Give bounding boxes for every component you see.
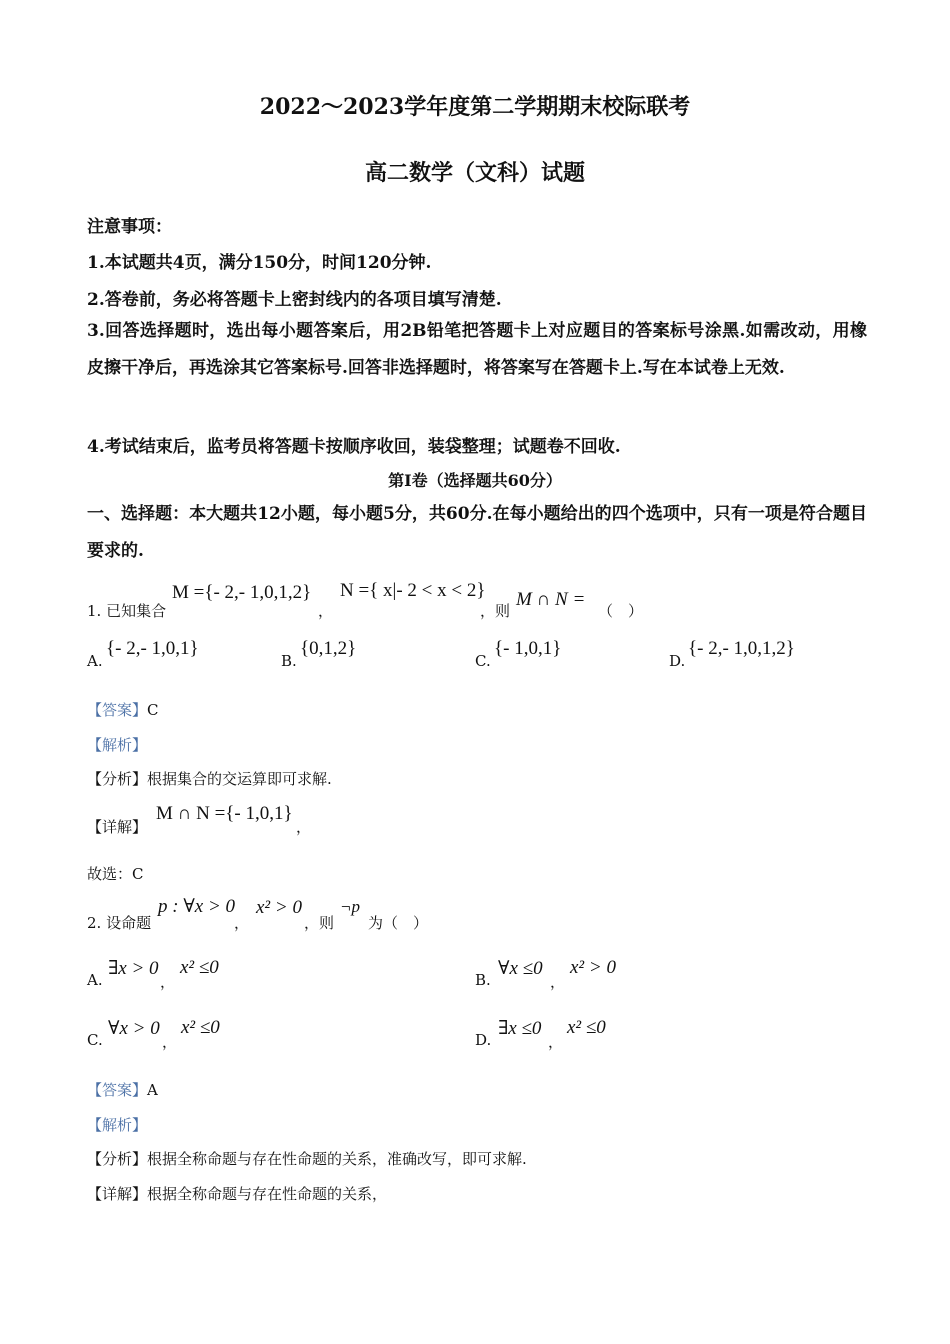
q2-fenxi-line <box>87 1148 527 1169</box>
fenxi-tag: 【分析】 <box>87 770 148 788</box>
q2-option-d-part2: x² ≤0 <box>567 1017 606 1038</box>
q1-answer-line <box>87 699 159 720</box>
q2-proposition-p: p : ∀x > 0 <box>158 896 236 917</box>
q1-comma: ， <box>318 602 334 620</box>
q1-fenxi: 根据集合的交运算即可求解. <box>147 770 332 788</box>
q1-option-a-label: A. <box>87 652 103 670</box>
q2-then: ，则 <box>304 914 335 932</box>
q2-option-d-sep: ， <box>548 1033 564 1051</box>
q1-expression: M ∩ N = <box>516 589 586 610</box>
q2-option-c-part2: x² ≤0 <box>181 1017 220 1038</box>
exam-title: 2022～2023学年度第二学期期末校际联考 <box>259 94 691 120</box>
q1-option-b: {0,1,2} <box>300 638 357 659</box>
q2-option-b-sep: ， <box>550 973 566 991</box>
q2-not-p: ¬p <box>340 897 360 916</box>
q2-wei: 为（ ） <box>368 914 429 932</box>
q2-option-b-part2: x² > 0 <box>570 957 616 978</box>
q2-prefix: 2. 设命题 <box>87 914 152 932</box>
q1-answer: C <box>147 701 159 719</box>
answer-tag: 【答案】 <box>87 1081 148 1099</box>
q1-set-m: M ={- 2,- 1,0,1,2} <box>172 582 312 603</box>
q1-option-d-label: D. <box>669 652 686 670</box>
notice-item-1: 1.本试题共4页，满分150分，时间120分钟. <box>87 253 432 273</box>
q1-option-c: {- 1,0,1} <box>494 638 562 659</box>
answer-tag: 【答案】 <box>87 701 148 719</box>
q2-option-a-sep: ， <box>160 973 176 991</box>
q1-option-c-label: C. <box>475 652 491 670</box>
q2-option-b-part1: ∀x ≤0 <box>498 958 543 979</box>
q1-then: ，则 <box>480 602 511 620</box>
q1-xiangjie-tag: 【详解】 <box>87 818 148 836</box>
q1-option-d: {- 2,- 1,0,1,2} <box>688 638 795 659</box>
exam-subtitle: 高二数学（文科）试题 <box>364 160 585 186</box>
q1-analysis-tag: 【解析】 <box>87 736 148 754</box>
q2-analysis-tag: 【解析】 <box>87 1116 148 1134</box>
q2-option-d-label: D. <box>475 1031 492 1049</box>
notice-item-4: 4.考试结束后，监考员将答题卡按顺序收回，装袋整理；试题卷不回收. <box>87 437 621 457</box>
q2-comma: ， <box>234 914 250 932</box>
q1-option-b-label: B. <box>281 652 297 670</box>
fenxi-tag: 【分析】 <box>87 1150 148 1168</box>
q2-answer-line <box>87 1079 158 1100</box>
q2-x-squared: x² > 0 <box>256 897 302 918</box>
q2-option-c-label: C. <box>87 1031 103 1049</box>
notice-heading: 注意事项： <box>87 217 172 237</box>
q1-xiangjie-expr: M ∩ N ={- 1,0,1} <box>156 803 293 824</box>
q2-option-a-part1: ∃x > 0 <box>108 958 159 979</box>
xiangjie-tag: 【详解】 <box>87 1185 148 1203</box>
q1-fenxi-line <box>87 768 332 789</box>
q1-set-n: N ={ x|- 2 < x < 2} <box>340 580 486 601</box>
q1-choose: 故选：C <box>87 865 144 883</box>
section-intro: 一、选择题：本大题共12小题，每小题5分，共60分.在每小题给出的四个选项中，只有一项是符合题目要求的. <box>87 504 867 561</box>
q1-prefix: 1. 已知集合 <box>87 602 167 620</box>
q2-option-c-sep: ， <box>162 1033 178 1051</box>
q2-xiangjie-line <box>87 1183 387 1204</box>
notice-item-2: 2.答卷前，务必将答题卡上密封线内的各项目填写清楚. <box>87 290 502 310</box>
volume-title: 第Ⅰ卷（选择题共60分） <box>388 471 562 490</box>
q1-option-a: {- 2,- 1,0,1} <box>106 638 199 659</box>
q2-xiangjie: 根据全称命题与存在性命题的关系， <box>147 1185 388 1203</box>
q2-fenxi: 根据全称命题与存在性命题的关系，准确改写，即可求解. <box>147 1150 527 1168</box>
q1-paren: （ ） <box>598 602 644 620</box>
q1-xiangjie-end: ， <box>296 818 312 836</box>
q2-option-a-part2: x² ≤0 <box>180 957 219 978</box>
q2-option-a-label: A. <box>87 971 103 989</box>
q2-answer: A <box>147 1081 158 1099</box>
q2-option-c-part1: ∀x > 0 <box>108 1018 160 1039</box>
q2-option-b-label: B. <box>475 971 491 989</box>
notice-item-3: 3.回答选择题时，选出每小题答案后，用2B铅笔把答题卡上对应题目的答案标号涂黑.如需改动，用橡皮擦干净后，再选涂其它答案标号.回答非选择题时，将答案写在答题卡上.写在本试卷上无效. <box>87 321 867 378</box>
q2-option-d-part1: ∃x ≤0 <box>498 1018 542 1039</box>
